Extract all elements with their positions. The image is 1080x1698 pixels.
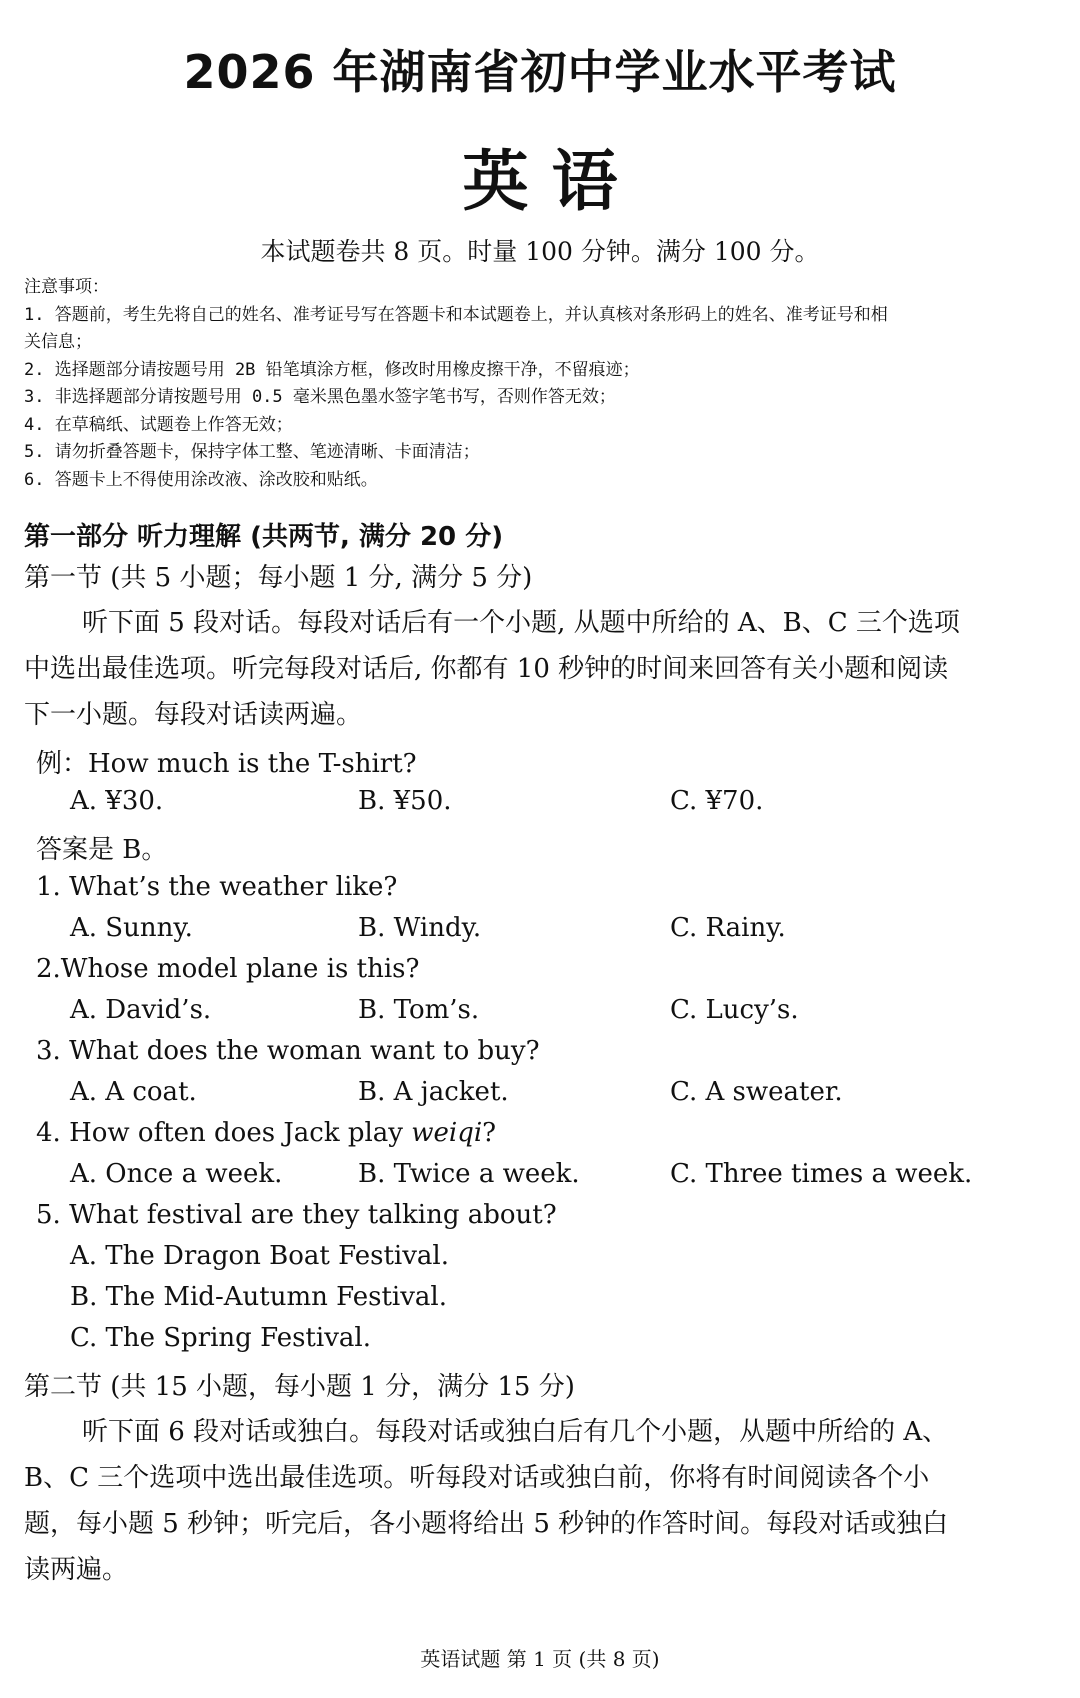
notes-heading: 注意事项：: [24, 277, 109, 297]
instruction-line: B、C 三个选项中选出最佳选项。听每段对话或独白前，你将有时间阅读各个小: [24, 1463, 930, 1493]
instruction-line: 下一小题。每段对话读两遍。: [24, 700, 363, 730]
question-3: 3. What does the woman want to buy?: [36, 1036, 540, 1066]
example-question: 例：How much is the T-shirt?: [36, 749, 417, 779]
instruction-line: 听下面 5 段对话。每段对话后有一个小题, 从题中所给的 A、B、C 三个选项: [82, 608, 960, 638]
instruction-line: 读两遍。: [24, 1555, 129, 1585]
question-4-text: 4. How often does Jack play: [36, 1118, 412, 1148]
exam-info: 本试题卷共 8 页。时量 100 分钟。满分 100 分。: [260, 237, 820, 266]
q2-option-b: B. Tom’s.: [358, 995, 480, 1025]
q3-option-b: B. A jacket.: [358, 1077, 509, 1107]
q1-option-b: B. Windy.: [358, 913, 482, 943]
q5-option-a: A. The Dragon Boat Festival.: [70, 1241, 449, 1271]
question-5: 5. What festival are they talking about?: [36, 1200, 557, 1230]
section1-heading: 第一节 (共 5 小题；每小题 1 分, 满分 5 分): [24, 563, 533, 593]
note-item: 关信息；: [24, 332, 92, 352]
q5-option-b: B. The Mid-Autumn Festival.: [70, 1282, 447, 1312]
note-item: 5. 请勿折叠答题卡，保持字体工整、笔迹清晰、卡面清洁；: [24, 442, 480, 462]
question-4-suffix: ?: [482, 1118, 497, 1148]
q4-option-a: A. Once a week.: [70, 1159, 283, 1189]
q2-option-a: A. David’s.: [70, 995, 212, 1025]
example-option-a: A. ¥30.: [70, 786, 164, 816]
instruction-line: 中选出最佳选项。听完每段对话后, 你都有 10 秒钟的时间来回答有关小题和阅读: [24, 654, 949, 684]
notes-block: [24, 274, 1054, 494]
note-item: 6. 答题卡上不得使用涂改液、涂改胶和贴纸。: [24, 469, 378, 490]
q5-option-c: C. The Spring Festival.: [70, 1323, 371, 1353]
q4-option-b: B. Twice a week.: [358, 1159, 580, 1189]
exam-title: 2026 年湖南省初中学业水平考试: [183, 45, 897, 99]
q4-option-c: C. Three times a week.: [670, 1159, 973, 1189]
note-item: 2. 选择题部分请按题号用 2B 铅笔填涂方框，修改时用橡皮擦干净，不留痕迹；: [24, 359, 640, 380]
example-option-c: C. ¥70.: [670, 786, 764, 816]
note-item: 1. 答题前，考生先将自己的姓名、准考证号写在答题卡和本试题卷上，并认真核对条形码上的姓名、准考证号和相: [24, 304, 888, 325]
q3-option-a: A. A coat.: [70, 1077, 197, 1107]
part1-heading: 第一部分 听力理解 (共两节, 满分 20 分): [24, 522, 504, 552]
q1-option-a: A. Sunny.: [70, 913, 193, 943]
q3-option-c: C. A sweater.: [670, 1077, 843, 1107]
question-2: 2.Whose model plane is this?: [36, 954, 420, 984]
example-option-b: B. ¥50.: [358, 786, 452, 816]
section2-instructions: [24, 1409, 1054, 1593]
instruction-line: 题，每小题 5 秒钟；听完后，各小题将给出 5 秒钟的作答时间。每段对话或独白: [24, 1509, 949, 1539]
section2-heading: 第二节 (共 15 小题，每小题 1 分，满分 15 分): [24, 1372, 575, 1402]
page-footer: 英语试题 第 1 页 (共 8 页): [420, 1647, 660, 1671]
question-4: [36, 1118, 496, 1148]
subject-title: 英 语: [462, 143, 618, 220]
instruction-line: 听下面 6 段对话或独白。每段对话或独白后有几个小题，从题中所给的 A、: [82, 1417, 949, 1447]
section1-instructions: [24, 600, 1054, 738]
note-item: 3. 非选择题部分请按题号用 0.5 毫米黑色墨水签字笔书写，否则作答无效；: [24, 387, 616, 407]
example-answer: 答案是 B。: [36, 835, 168, 865]
question-1: 1. What’s the weather like?: [36, 872, 398, 902]
question-4-italic-term: weiqi: [411, 1118, 483, 1148]
note-item: 4. 在草稿纸、试题卷上作答无效；: [24, 414, 293, 435]
q2-option-c: C. Lucy’s.: [670, 995, 799, 1025]
q1-option-c: C. Rainy.: [670, 913, 786, 943]
